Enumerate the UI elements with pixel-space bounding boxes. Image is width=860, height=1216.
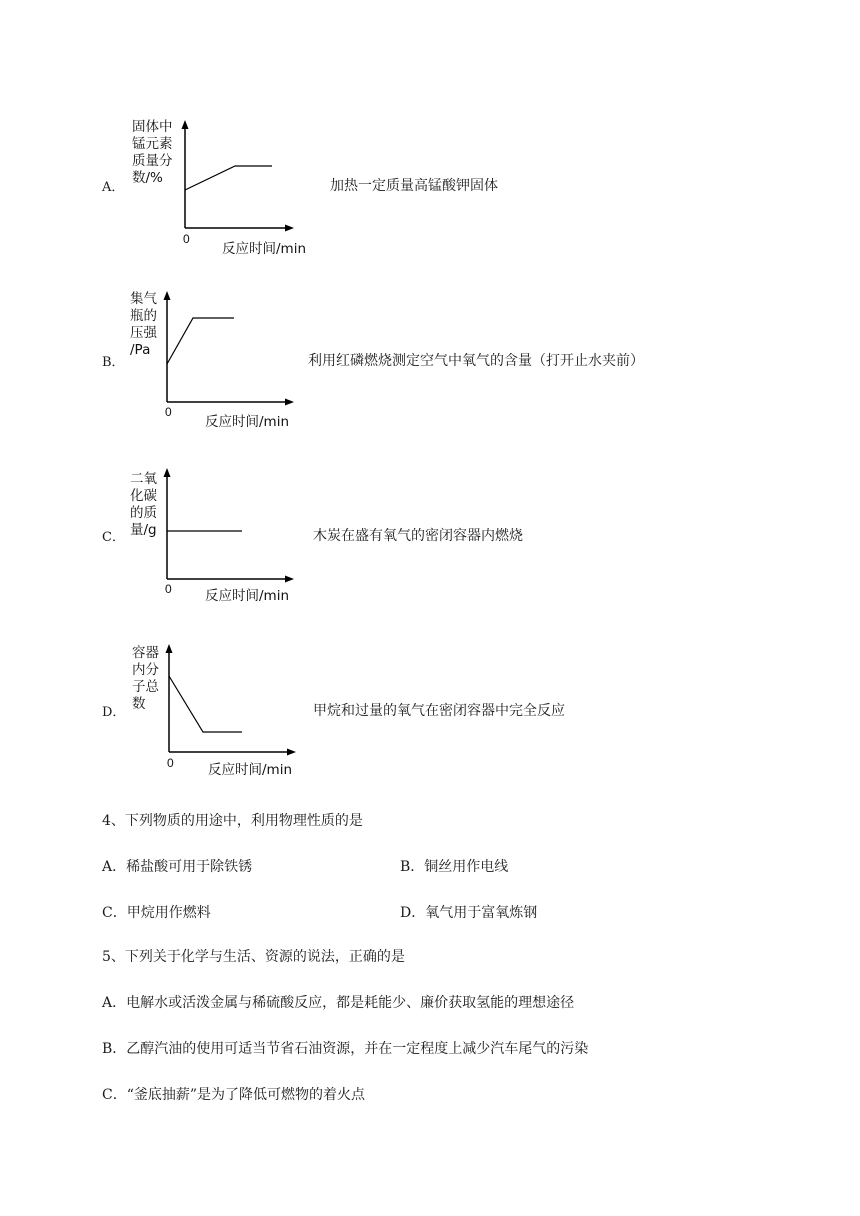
y-axis-arrow (164, 468, 171, 477)
option-b-ylabel (130, 291, 157, 359)
option-d-chart (162, 642, 302, 762)
ylabel-line: 容器 (132, 645, 159, 661)
option-c-ylabel (130, 471, 157, 539)
ylabel-line: 集气 (130, 291, 157, 307)
option-a-xlabel: 反应时间/min (222, 241, 307, 257)
ylabel-line: /Pa (130, 342, 151, 358)
option-b-chart (160, 288, 300, 410)
ylabel-line: 数/% (132, 170, 163, 186)
y-axis-arrow (164, 291, 171, 300)
question-5-stem: 5、下列关于化学与生活、资源的说法，正确的是 (102, 949, 405, 965)
ylabel-line: 压强 (130, 325, 157, 341)
question-4-option-d: D．氧气用于富氧炼钢 (400, 905, 538, 921)
ylabel-line: 量/g (130, 522, 157, 538)
option-a-chart (180, 118, 320, 238)
option-d-ylabel (132, 645, 159, 713)
option-b-origin: 0 (165, 405, 172, 419)
ylabel-line: 质量分 (132, 153, 173, 169)
option-c-chart (160, 465, 300, 587)
ylabel-line: 二氧 (130, 471, 157, 487)
x-axis-arrow (285, 225, 294, 232)
question-5-option-b: B．乙醇汽油的使用可适当节省石油资源，并在一定程度上减少汽车尾气的污染 (102, 1041, 589, 1057)
x-axis-arrow (285, 399, 294, 406)
ylabel-line: 瓶的 (130, 308, 157, 324)
option-b-description: 利用红磷燃烧测定空气中氧气的含量（打开止水夹前） (308, 353, 644, 369)
ylabel-line: 锰元素 (132, 136, 173, 152)
option-a-ylabel (132, 119, 173, 187)
ylabel-line: 化碳 (130, 488, 157, 504)
ylabel-line: 内分 (132, 662, 159, 678)
option-c-description: 木炭在盛有氧气的密闭容器内燃烧 (313, 528, 523, 544)
option-d-letter: D． (102, 705, 126, 720)
option-a-letter: A． (102, 180, 125, 195)
option-d-xlabel: 反应时间/min (208, 762, 293, 778)
ylabel-line: 固体中 (132, 119, 173, 135)
y-axis-arrow (166, 644, 173, 653)
option-b-xlabel: 反应时间/min (205, 414, 290, 430)
y-axis-arrow (182, 120, 189, 129)
option-c-letter: C． (102, 530, 125, 545)
data-line (167, 318, 234, 364)
question-5-option-c: C．“釜底抽薪”是为了降低可燃物的着火点 (102, 1087, 366, 1103)
question-4-option-a: A．稀盐酸可用于除铁锈 (102, 859, 253, 875)
option-a-description: 加热一定质量高锰酸钾固体 (330, 178, 498, 194)
question-5-option-a: A．电解水或活泼金属与稀硫酸反应，都是耗能少、廉价获取氢能的理想途径 (102, 995, 575, 1011)
x-axis-arrow (287, 749, 296, 756)
option-a-origin: 0 (183, 232, 190, 246)
ylabel-line: 的质 (130, 505, 157, 521)
option-b-letter: B． (102, 355, 125, 370)
question-4-stem: 4、下列物质的用途中，利用物理性质的是 (102, 813, 363, 829)
data-line (169, 676, 242, 732)
ylabel-line: 数 (132, 696, 146, 712)
option-c-origin: 0 (165, 582, 172, 596)
option-c-xlabel: 反应时间/min (205, 588, 290, 604)
data-line (185, 166, 272, 190)
option-d-origin: 0 (167, 756, 174, 770)
x-axis-arrow (285, 576, 294, 583)
option-d-description: 甲烷和过量的氧气在密闭容器中完全反应 (313, 703, 565, 719)
question-4-option-c: C．甲烷用作燃料 (102, 905, 211, 921)
ylabel-line: 子总 (132, 679, 159, 695)
question-4-option-b: B．铜丝用作电线 (400, 859, 509, 875)
